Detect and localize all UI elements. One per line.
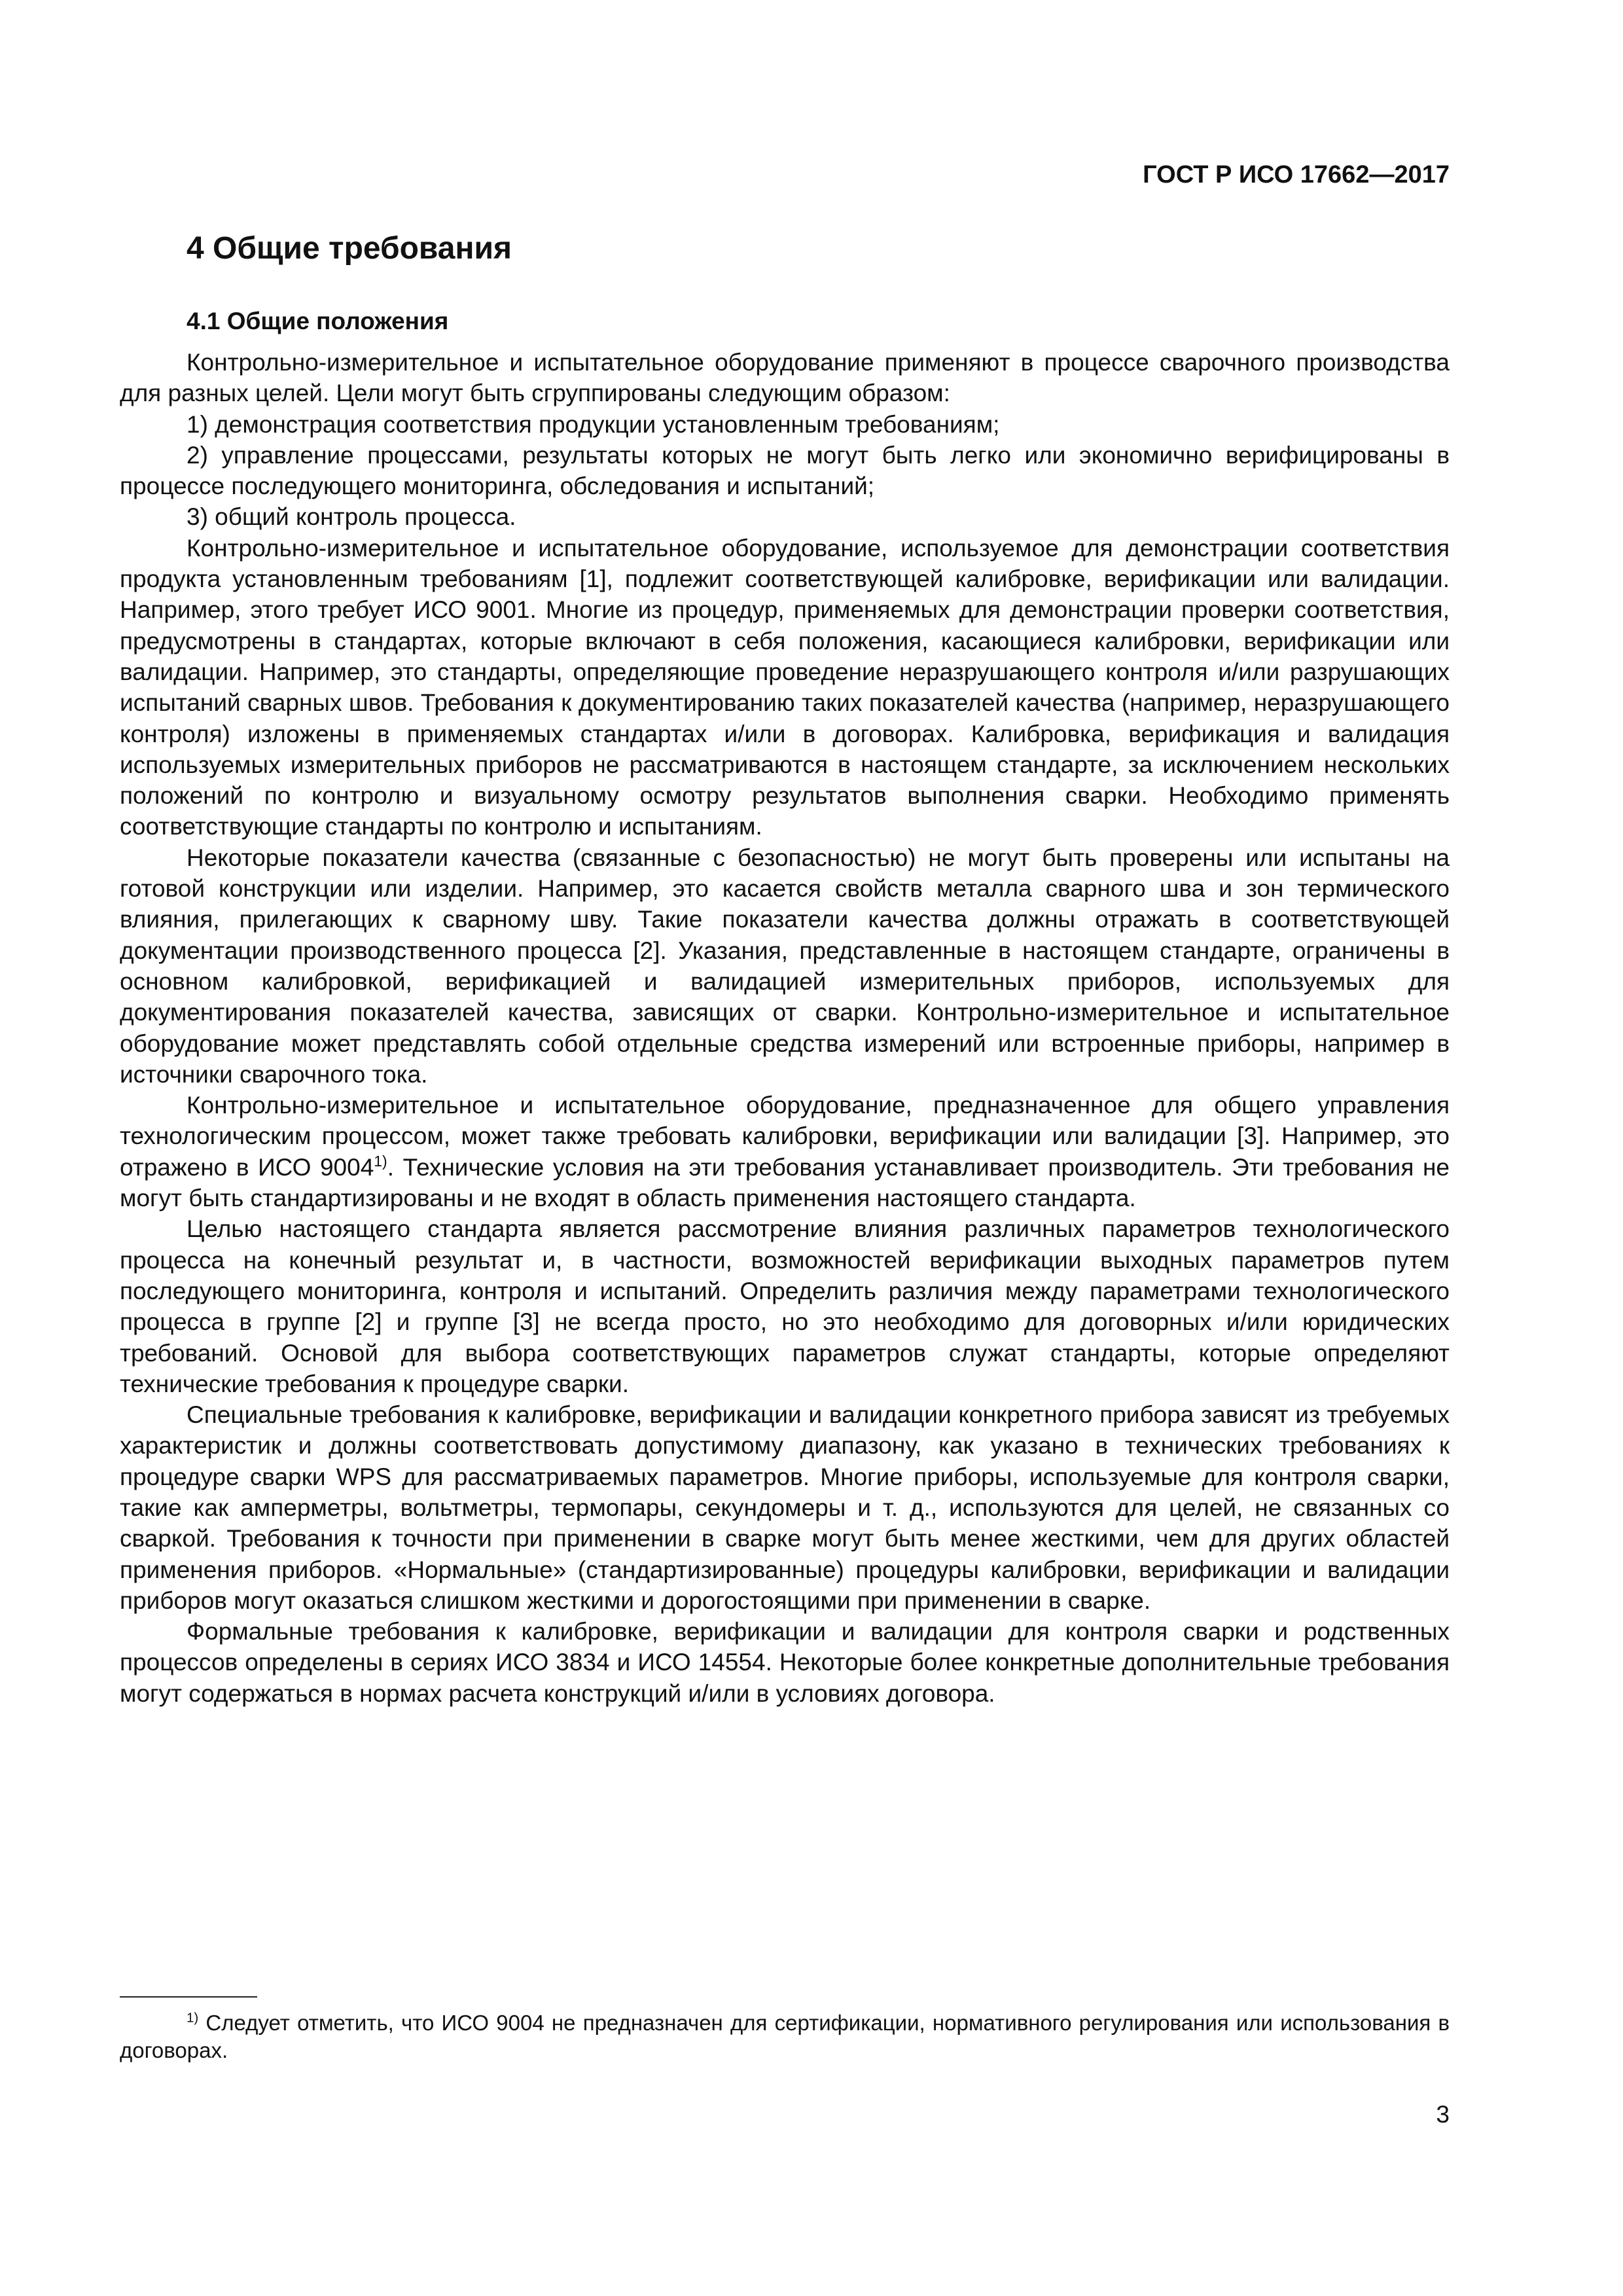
footnote-divider: [120, 1996, 257, 1998]
paragraph-with-footnote: [120, 1090, 1450, 1213]
paragraph: Специальные требования к калибровке, верификации и валидации конкретного прибора зависят из требуемых характеристик и должны соответствовать допустимому диапазону, как указано в технических требованиях к процедуре сварки WPS для рассматриваемых параметров. Многие приборы, используемые для контроля сварки, такие как амперметры, вольтметры, термопары, секундомеры и т. д., используются для целей, не связанных со сваркой. Требования к точности при применении в сварке могут быть менее жесткими, чем для других областей применения приборов. «Нормальные» (стандартизированные) процедуры калибровки, верификации и валидации приборов могут оказаться слишком жесткими и дорогостоящими при применении в сварке.: [120, 1401, 1450, 1614]
section-title: 4 Общие требования: [187, 231, 512, 266]
paragraph: Контрольно-измерительное и испытательное оборудование, используемое для демонстрации соответствия продукта установленным требованиям [1], подлежит соответствующей калибровке, верификации или валидации. Например, этого требует ИСО 9001. Многие из процедур, применяемых для демонстрации проверки соответствия, предусмотрены в стандартах, которые включают в себя положения, касающиеся калибровки, верификации или валидации. Например, это стандарты, определяющие проведение неразрушающего контроля и/или разрушающих испытаний сварных швов. Требования к документированию таких показателей качества (например, неразрушающего контроля) изложены в применяемых стандартах и/или в договорах. Калибровка, верификация и валидация используемых измерительных приборов не рассматриваются в настоящем стандарте, за исключением нескольких положений по контролю и визуальному осмотру результатов выполнения сварки. Необходимо применять соответствующие стандарты по контролю и испытаниям.: [120, 534, 1450, 840]
footnote-reference: 1): [374, 1152, 387, 1170]
document-id: ГОСТ Р ИСО 17662—2017: [1143, 161, 1450, 188]
list-item-3: 3) общий контроль процесса.: [187, 503, 516, 531]
body-text: [120, 347, 1450, 1709]
subsection-title: 4.1 Общие положения: [187, 308, 449, 334]
paragraph-intro: Контрольно-измерительное и испытательное оборудование применяют в процессе сварочного производства для разных целей. Цели могут быть сгруппированы следующим образом:: [120, 349, 1450, 407]
paragraph: Целью настоящего стандарта является рассмотрение влияния различных параметров технологического процесса на конечный результат и, в частности, возможностей верификации выходных параметров путем последующего мониторинга, контроля и испытаний. Определить различия между параметрами технологического процесса в группе [2] и группе [3] не всегда просто, но это необходимо для договорных и/или юридических требований. Основой для выбора соответствующих параметров служат стандарты, которые определяют технические требования к процедуре сварки.: [120, 1215, 1450, 1397]
list-item-1: 1) демонстрация соответствия продукции установленным требованиям;: [187, 410, 1000, 438]
page-number: 3: [1436, 2101, 1450, 2128]
footnote: [120, 2009, 1450, 2064]
footnote-text: Следует отметить, что ИСО 9004 не предназначен для сертификации, нормативного регулирования или использования в договорах.: [120, 2011, 1450, 2062]
paragraph: Некоторые показатели качества (связанные с безопасностью) не могут быть проверены или испытаны на готовой конструкции или изделии. Например, это касается свойств металла сварного шва и зон термического влияния, прилегающих к сварному шву. Такие показатели качества должны отражать в соответствующей документации производственного процесса [2]. Указания, представленные в настоящем стандарте, ограничены в основном калибровкой, верификацией и валидацией измерительных приборов, используемых для документирования показателей качества, зависящих от сварки. Контрольно-измерительное и испытательное оборудование может представлять собой отдельные средства измерений или встроенные приборы, например в источники сварочного тока.: [120, 844, 1450, 1088]
paragraph-text: Контрольно-измерительное и испытательное оборудование, предназначенное для общего управления технологическим процессом, может также требовать калибровки, верификации или валидации [3]. Например, это отражено в ИСО 9004: [120, 1092, 1450, 1181]
list-item-2: 2) управление процессами, результаты которых не могут быть легко или экономично верифицированы в процессе последующего мониторинга, обследования и испытаний;: [120, 441, 1450, 500]
paragraph-text: . Технические условия на эти требования устанавливает производитель. Эти требования не могут быть стандартизированы и не входят в область применения настоящего стандарта.: [120, 1153, 1450, 1212]
paragraph: Формальные требования к калибровке, верификации и валидации для контроля сварки и родственных процессов определены в сериях ИСО 3834 и ИСО 14554. Некоторые более конкретные дополнительные требования могут содержаться в нормах расчета конструкций и/или в условиях договора.: [120, 1618, 1450, 1707]
footnote-marker: 1): [187, 2010, 199, 2026]
